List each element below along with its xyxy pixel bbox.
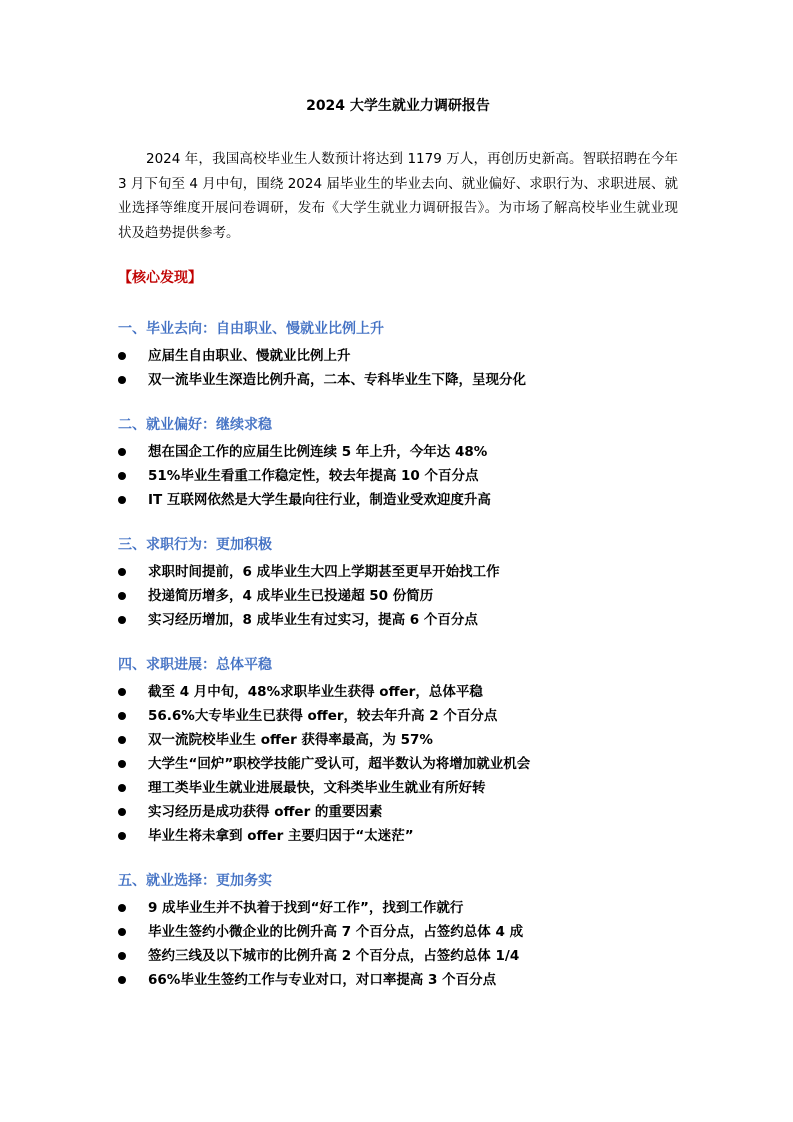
bullet-icon: [118, 448, 126, 456]
document-page: [118, 96, 678, 1015]
list-item: [118, 368, 678, 392]
list-item: [118, 488, 678, 512]
list-item-text: 大学生“回炉”职校学技能广受认可，超半数认为将增加就业机会: [148, 756, 531, 772]
list-item-text: 签约三线及以下城市的比例升高 2 个百分点，占签约总体 1/4: [148, 948, 520, 964]
bullet-icon: [118, 568, 126, 576]
list-item: [118, 752, 678, 776]
bullet-icon: [118, 376, 126, 384]
bullet-icon: [118, 928, 126, 936]
list-item-text: 毕业生将未拿到 offer 主要归因于“太迷茫”: [148, 828, 414, 844]
bullet-icon: [118, 784, 126, 792]
list-item-text: 双一流毕业生深造比例升高，二本、专科毕业生下降，呈现分化: [148, 372, 526, 388]
list-item: [118, 584, 678, 608]
list-item-text: 应届生自由职业、慢就业比例上升: [148, 348, 351, 364]
list-item: [118, 800, 678, 824]
bullet-icon: [118, 688, 126, 696]
list-item-text: 51%毕业生看重工作稳定性，较去年提高 10 个百分点: [148, 468, 479, 484]
intro-paragraph: 2024 年，我国高校毕业生人数预计将达到 1179 万人，再创历史新高。智联招聘在今年 3 月下旬至 4 月中旬，围绕 2024 届毕业生的毕业去向、就业偏好、求职行为、求职进展、就业选择等维度开展问卷调研，发布《大学生就业力调研报告》。为市场了解高校毕业生就业现状及趋势提供参考。: [118, 151, 678, 241]
list-item: [118, 944, 678, 968]
section-heading: 一、毕业去向：自由职业、慢就业比例上升: [118, 321, 384, 337]
list-item: [118, 344, 678, 368]
bullet-icon: [118, 952, 126, 960]
bullet-icon: [118, 832, 126, 840]
list-item: [118, 776, 678, 800]
bullet-icon: [118, 760, 126, 768]
list-item: [118, 920, 678, 944]
list-item-text: 实习经历增加，8 成毕业生有过实习，提高 6 个百分点: [148, 612, 478, 628]
bullet-icon: [118, 616, 126, 624]
list-item-text: 双一流院校毕业生 offer 获得率最高，为 57%: [148, 732, 433, 748]
bullet-icon: [118, 472, 126, 480]
section-employment-preference: [118, 415, 678, 512]
bullet-icon: [118, 904, 126, 912]
list-item-text: 66%毕业生签约工作与专业对口，对口率提高 3 个百分点: [148, 972, 497, 988]
section-graduation-destination: [118, 319, 678, 392]
list-item-text: 投递简历增多，4 成毕业生已投递超 50 份简历: [148, 588, 434, 604]
bullet-icon: [118, 712, 126, 720]
list-item: [118, 728, 678, 752]
list-item-text: 9 成毕业生并不执着于找到“好工作”，找到工作就行: [148, 900, 464, 916]
list-item-text: 实习经历是成功获得 offer 的重要因素: [148, 804, 383, 820]
list-item: [118, 440, 678, 464]
list-item-text: 理工类毕业生就业进展最快，文科类毕业生就业有所好转: [148, 780, 486, 796]
list-item-text: 想在国企工作的应届生比例连续 5 年上升，今年达 48%: [148, 444, 488, 460]
list-item: [118, 704, 678, 728]
list-item: [118, 680, 678, 704]
list-item-text: 截至 4 月中旬，48%求职毕业生获得 offer，总体平稳: [148, 684, 483, 700]
list-item-text: 56.6%大专毕业生已获得 offer，较去年升高 2 个百分点: [148, 708, 498, 724]
core-findings-heading: 【核心发现】: [118, 270, 202, 286]
section-heading: 四、求职进展：总体平稳: [118, 657, 272, 673]
document-title: 2024 大学生就业力调研报告: [306, 98, 490, 114]
list-item: [118, 560, 678, 584]
bullet-icon: [118, 808, 126, 816]
list-item-text: 毕业生签约小微企业的比例升高 7 个百分点，占签约总体 4 成: [148, 924, 524, 940]
section-job-search-progress: [118, 655, 678, 848]
list-item: [118, 608, 678, 632]
list-item: [118, 464, 678, 488]
bullet-icon: [118, 496, 126, 504]
list-item: [118, 824, 678, 848]
bullet-icon: [118, 736, 126, 744]
section-employment-choice: [118, 871, 678, 992]
bullet-icon: [118, 592, 126, 600]
section-heading: 二、就业偏好：继续求稳: [118, 417, 272, 433]
bullet-icon: [118, 976, 126, 984]
list-item: [118, 968, 678, 992]
list-item: [118, 896, 678, 920]
section-heading: 三、求职行为：更加积极: [118, 537, 272, 553]
list-item-text: 求职时间提前，6 成毕业生大四上学期甚至更早开始找工作: [148, 564, 500, 580]
bullet-icon: [118, 352, 126, 360]
list-item-text: IT 互联网依然是大学生最向往行业，制造业受欢迎度升高: [148, 492, 491, 508]
section-job-search-behavior: [118, 535, 678, 632]
section-heading: 五、就业选择：更加务实: [118, 873, 272, 889]
